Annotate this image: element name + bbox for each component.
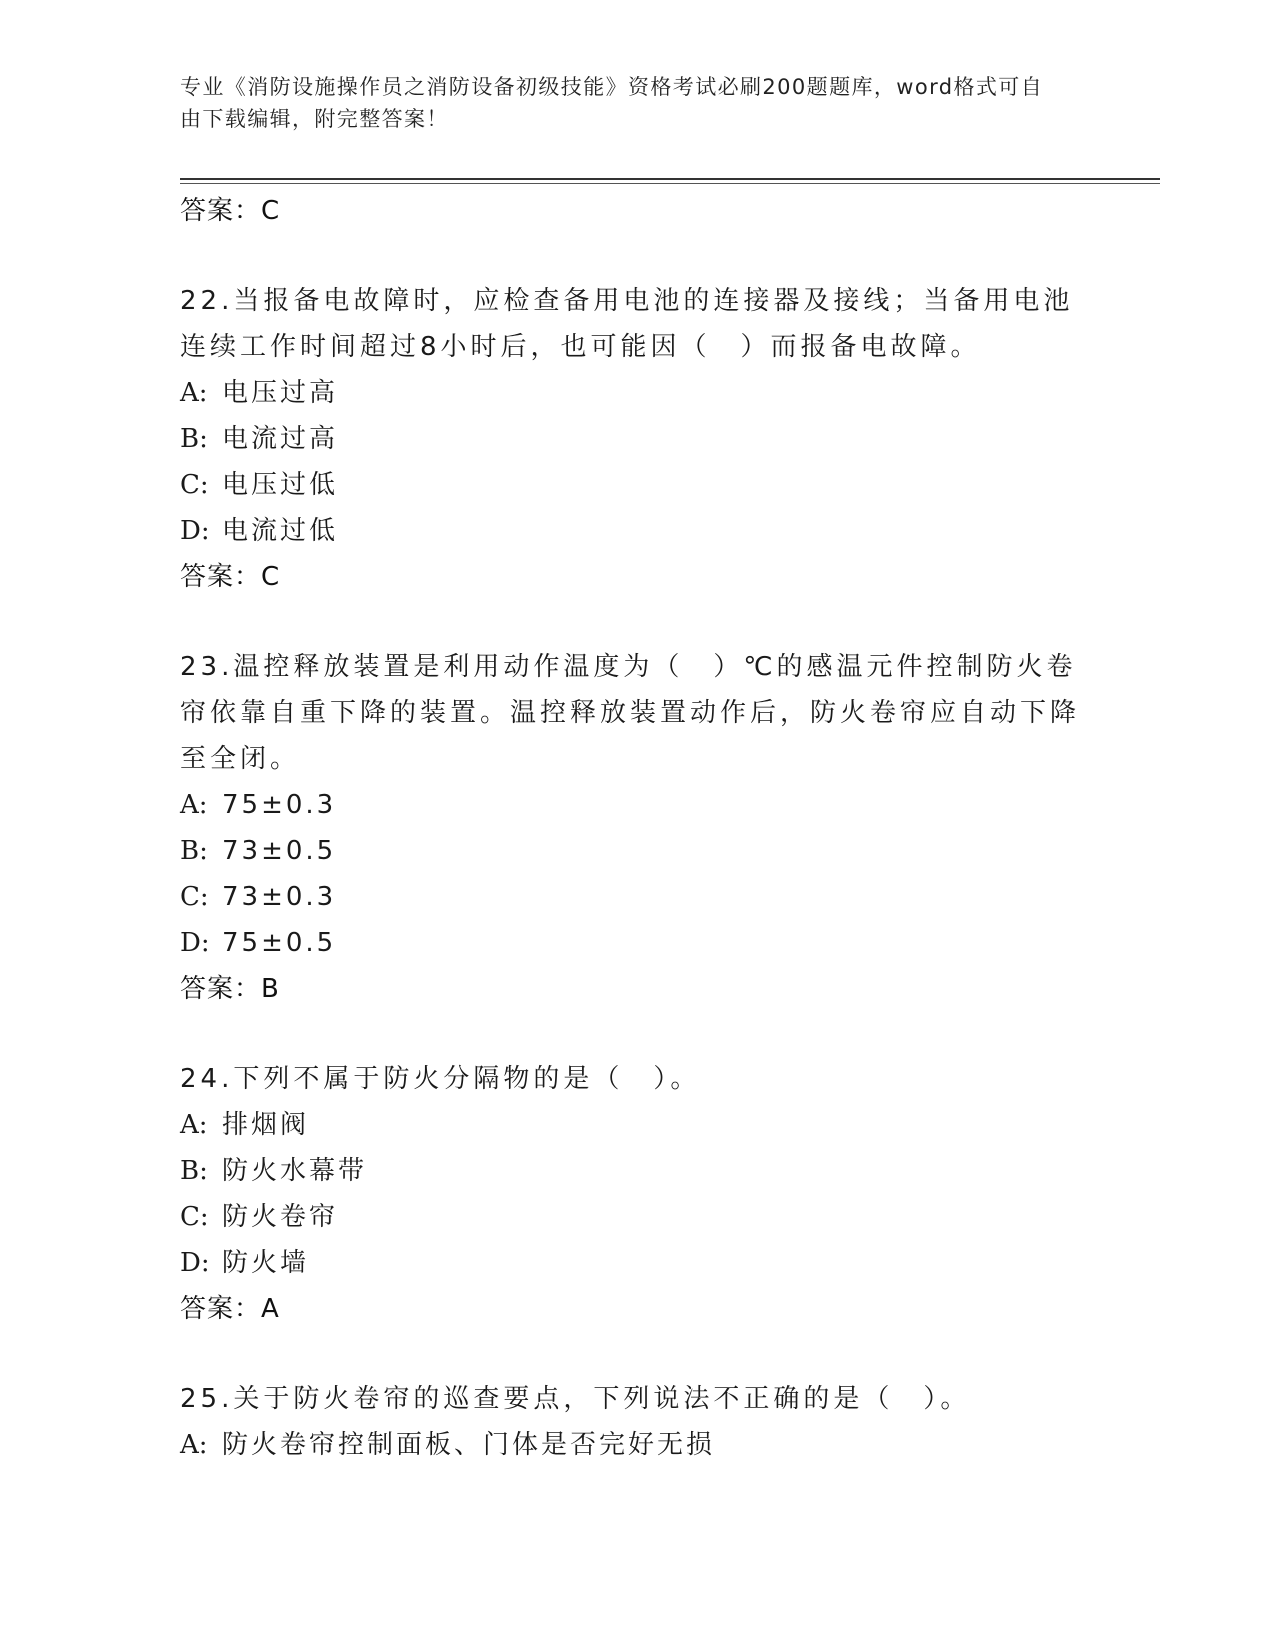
option-text: 防火墙 (222, 1248, 310, 1278)
question-stem: 23.温控释放装置是利用动作温度为（ ）℃的感温元件控制防火卷帘依靠自重下降的装置。温控释放装置动作后，防火卷帘应自动下降至全闭。 (180, 652, 1081, 774)
option-letter: B: (180, 836, 208, 866)
option-b (180, 828, 1080, 874)
option-text: 电压过低 (222, 470, 339, 500)
option-letter: A: (180, 378, 208, 408)
option-c (180, 462, 1080, 508)
option-letter: B: (180, 424, 208, 454)
option-a (180, 782, 1080, 828)
question-stem: 25.关于防火卷帘的巡查要点，下列说法不正确的是（ ）。 (180, 1384, 971, 1414)
question-answer: 答案：C (180, 562, 281, 592)
option-text: 防火卷帘控制面板、门体是否完好无损 (222, 1430, 716, 1460)
document-header: 专业《消防设施操作员之消防设备初级技能》资格考试必刷200题题库，word格式可自由下载编辑，附完整答案！ (180, 75, 1044, 131)
question-22 (180, 278, 1080, 600)
option-text: 75±0.5 (222, 928, 337, 958)
option-text: 电流过高 (222, 424, 339, 454)
spacer (180, 1012, 1080, 1056)
option-letter: D: (180, 516, 210, 546)
option-letter: D: (180, 1248, 210, 1278)
option-letter: A: (180, 790, 208, 820)
question-stem: 24.下列不属于防火分隔物的是（ ）。 (180, 1064, 701, 1094)
option-letter: B: (180, 1156, 208, 1186)
option-letter: C: (180, 882, 209, 912)
option-letter: C: (180, 1202, 209, 1232)
question-stem: 22.当报备电故障时，应检查备用电池的连接器及接线；当备用电池连续工作时间超过8小时后，也可能因（ ）而报备电故障。 (180, 286, 1074, 362)
question-24 (180, 1056, 1080, 1332)
option-b (180, 416, 1080, 462)
option-text: 电压过高 (222, 378, 339, 408)
question-content (180, 188, 1080, 1468)
option-text: 75±0.3 (222, 790, 337, 820)
spacer (180, 600, 1080, 644)
option-letter: A: (180, 1110, 208, 1140)
option-text: 73±0.5 (222, 836, 337, 866)
option-letter: C: (180, 470, 209, 500)
option-d (180, 508, 1080, 554)
option-a (180, 1422, 1080, 1468)
option-text: 排烟阀 (222, 1110, 310, 1140)
option-a (180, 370, 1080, 416)
header-divider-thin (180, 183, 1160, 184)
option-c (180, 1194, 1080, 1240)
question-answer: 答案：B (180, 974, 280, 1004)
question-25 (180, 1376, 1080, 1468)
spacer (180, 234, 1080, 278)
option-d (180, 1240, 1080, 1286)
option-letter: A: (180, 1430, 208, 1460)
spacer (180, 1332, 1080, 1376)
question-answer: 答案：A (180, 1294, 280, 1324)
question-23 (180, 644, 1080, 1012)
option-c (180, 874, 1080, 920)
option-letter: D: (180, 928, 210, 958)
previous-answer: 答案：C (180, 196, 281, 226)
option-a (180, 1102, 1080, 1148)
option-text: 73±0.3 (222, 882, 337, 912)
option-text: 防火水幕带 (222, 1156, 368, 1186)
header-divider-thick (180, 178, 1160, 180)
option-text: 电流过低 (222, 516, 339, 546)
option-d (180, 920, 1080, 966)
option-b (180, 1148, 1080, 1194)
option-text: 防火卷帘 (222, 1202, 339, 1232)
